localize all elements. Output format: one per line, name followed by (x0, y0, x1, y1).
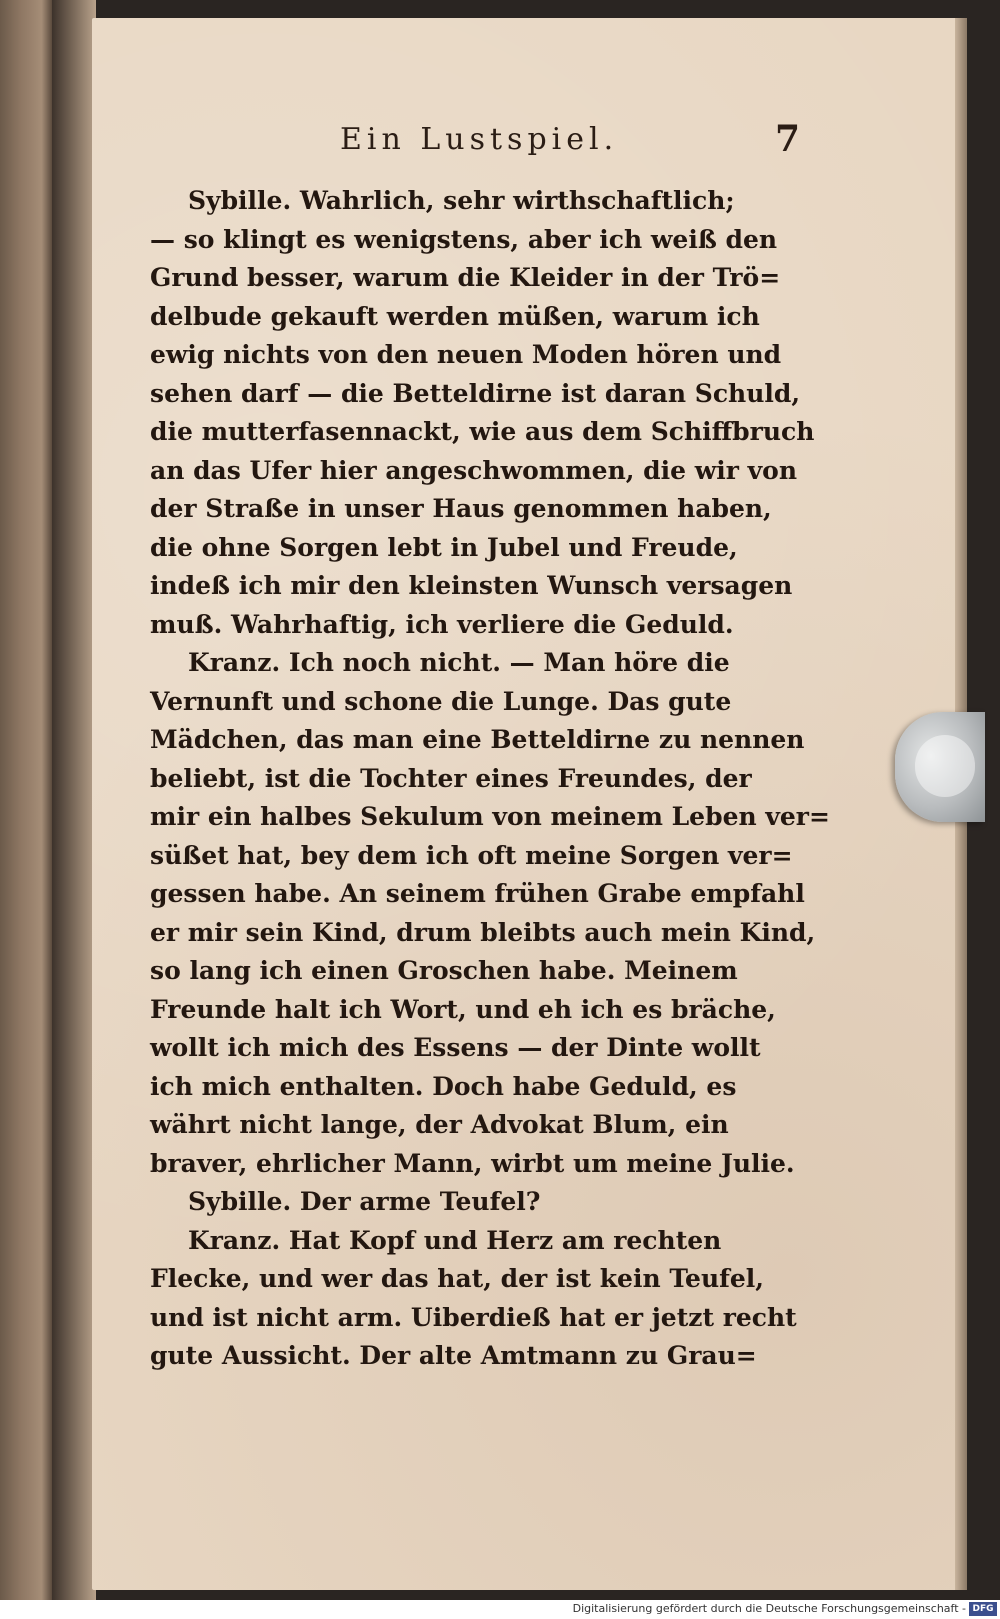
text-line: muß. Wahrhaftig, ich verliere die Geduld. (150, 609, 734, 639)
text-line: Kranz. Ich noch nicht. — Man höre die (188, 648, 730, 677)
left-page-edge (0, 0, 52, 1600)
text-line: Freunde halt ich Wort, und eh ich es bräche, (150, 994, 776, 1024)
text-line: wollt ich mich des Essens — der Dinte wollt (150, 1033, 761, 1062)
text-line: Mädchen, das man eine Betteldirne zu nennen (150, 725, 805, 754)
text-line: Vernunft und schone die Lunge. Das gute (150, 686, 732, 716)
digitization-footer (0, 1600, 1000, 1619)
dfg-logo-icon: DFG (969, 1602, 997, 1616)
text-line: er mir sein Kind, drum bleibts auch mein Kind, (150, 917, 816, 947)
text-line: Flecke, und wer das hat, der ist kein Teufel, (150, 1264, 765, 1293)
text-line: Sybille. Wahrlich, sehr wirthschaftlich; (188, 186, 735, 215)
page-number: 7 (774, 118, 800, 160)
text-line: indeß ich mir den kleinsten Wunsch versagen (150, 571, 793, 600)
text-line: delbude gekauft werden müßen, warum ich (150, 301, 760, 331)
text-line: gessen habe. An seinem frühen Grabe empfahl (150, 879, 805, 908)
thumbnail-highlight (915, 735, 975, 797)
text-line: mir ein halbes Sekulum von meinem Leben ver= (150, 802, 830, 831)
text-line: ewig nichts von den neuen Moden hören und (150, 340, 782, 369)
text-line: Grund besser, warum die Kleider in der Trö= (150, 263, 781, 292)
body-text (150, 182, 830, 1376)
text-line: währt nicht lange, der Advokat Blum, ein (150, 1110, 729, 1139)
text-line: an das Ufer hier angeschwommen, die wir von (150, 455, 798, 485)
text-line: sehen darf — die Betteldirne ist daran Schuld, (150, 378, 801, 408)
page-header (330, 118, 800, 168)
text-line: beliebt, ist die Tochter eines Freundes, der (150, 763, 752, 793)
text-line: — so klingt es wenigstens, aber ich weiß den (150, 224, 778, 254)
text-line: gute Aussicht. Der alte Amtmann zu Grau= (150, 1341, 757, 1370)
text-line: die mutterfasennackt, wie aus dem Schiffbruch (150, 417, 815, 446)
text-line: und ist nicht arm. Uiberdieß hat er jetzt recht (150, 1302, 797, 1332)
book-gutter (52, 0, 96, 1600)
running-title: Ein Lustspiel. (340, 122, 619, 157)
text-line: die ohne Sorgen lebt in Jubel und Freude, (150, 532, 738, 562)
text-line: braver, ehrlicher Mann, wirbt um meine Julie. (150, 1148, 795, 1178)
footer-credit: Digitalisierung gefördert durch die Deutsche Forschungsgemeinschaft - (572, 1602, 966, 1615)
text-line: so lang ich einen Groschen habe. Meinem (150, 956, 738, 985)
text-line: ich mich enthalten. Doch habe Geduld, es (150, 1071, 737, 1101)
text-line: Kranz. Hat Kopf und Herz am rechten (188, 1225, 722, 1255)
text-line: der Straße in unser Haus genommen haben, (150, 494, 772, 523)
text-line: Sybille. Der arme Teufel? (188, 1187, 541, 1216)
text-line: süßet hat, bey dem ich oft meine Sorgen ver= (150, 840, 793, 870)
